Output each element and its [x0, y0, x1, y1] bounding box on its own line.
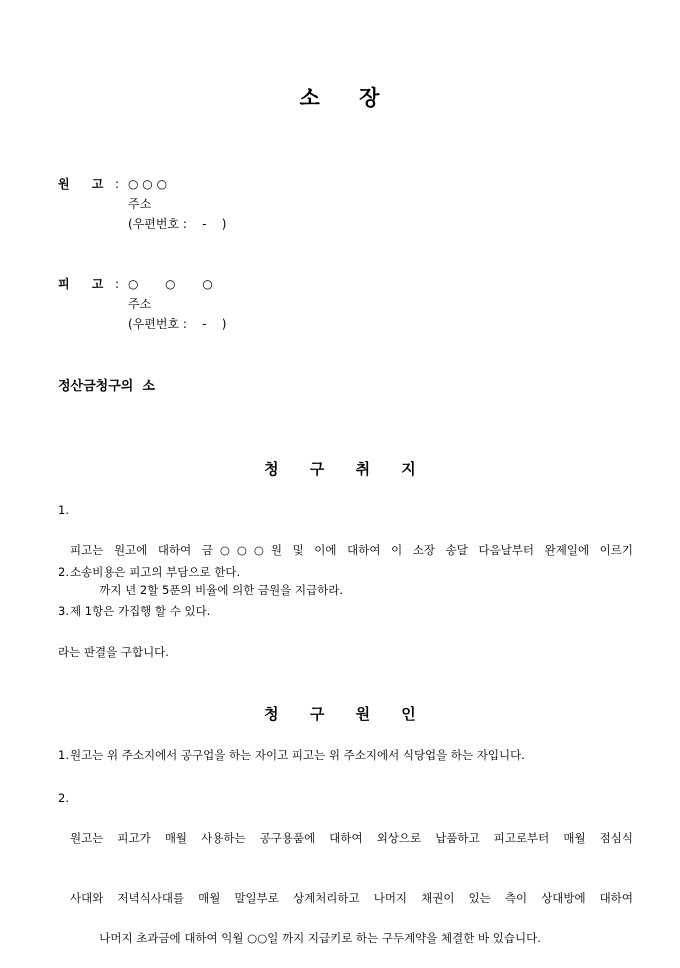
claim-purpose-item	[58, 601, 633, 621]
item-line: 제 1항은 가집행 할 수 있다.	[70, 604, 211, 618]
item-line: 까지 년 2할 5푼의 비율에 의한 금원을 지급하라.	[99, 583, 344, 597]
item-line: 나머지 초과금에 대하여 익월 ○○일 까지 지급키로 하는 구두계약을 체결한 바 있습니다.	[99, 931, 541, 945]
item-number: 2.	[58, 791, 69, 805]
plaintiff-colon: :	[115, 177, 120, 191]
plaintiff-name: ○ ○ ○	[128, 177, 168, 191]
plaintiff-role-label: 원 고	[58, 177, 104, 191]
claim-cause-item	[58, 745, 633, 765]
item-line: 원고는 위 주소지에서 공구업을 하는 자이고 피고는 위 주소지에서 식당업을 하는 자입니다.	[70, 748, 525, 762]
defendant-colon: :	[115, 277, 120, 291]
item-number: 1.	[58, 503, 69, 517]
item-number: 3.	[58, 604, 69, 618]
document-title: 소 장	[299, 85, 381, 110]
item-line: 피고는 원고에 대하여 금○○○원 및 이에 대하여 이 소장 송달 다음날부터 완제일에 이르기	[70, 543, 633, 557]
item-line: 소송비용은 피고의 부담으로 한다.	[70, 565, 241, 579]
item-line: 원고는 피고가 매월 사용하는 공구용품에 대하여 외상으로 납품하고 피고로부터 매월 점심식	[70, 831, 633, 845]
item-line: 사대와 저녁식사대를 매월 말일부로 상계처리하고 나머지 채권이 있는 측이 상대방에 대하여	[70, 891, 633, 905]
plaintiff-zip-label: (우편번호 : - )	[128, 217, 227, 231]
claim-purpose-item	[58, 562, 633, 582]
claim-cause-heading: 청 구 원 인	[264, 705, 416, 723]
defendant-address-label: 주소	[128, 297, 152, 311]
plaintiff-address-label: 주소	[128, 197, 152, 211]
item-number: 1.	[58, 748, 69, 762]
claim-purpose-closing: 라는 판결을 구합니다.	[58, 645, 169, 659]
defendant-name: ○ ○ ○	[128, 277, 213, 291]
claim-cause-item	[58, 788, 633, 968]
item-number: 2.	[58, 565, 69, 579]
claim-purpose-heading: 청 구 취 지	[264, 460, 416, 478]
defendant-role-label: 피 고	[58, 277, 104, 291]
case-subject: 정산금청구의 소	[58, 379, 155, 394]
defendant-zip-label: (우편번호 : - )	[128, 317, 227, 331]
